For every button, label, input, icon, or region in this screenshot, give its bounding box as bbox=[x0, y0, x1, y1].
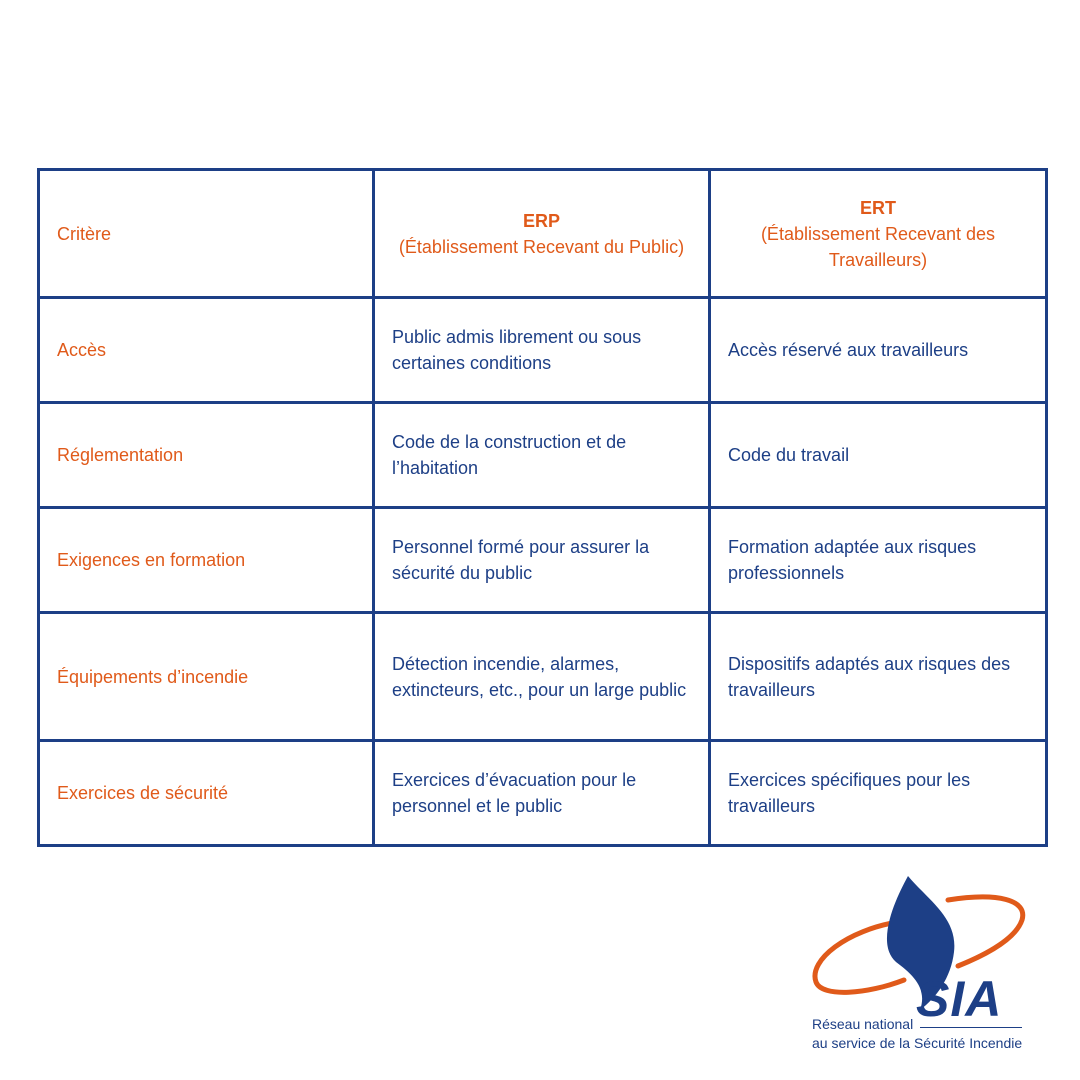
row-erp-value: Exercices d’évacuation pour le personnel et le public bbox=[374, 741, 710, 846]
sia-logo bbox=[808, 870, 1048, 1060]
row-ert-value: Exercices spécifiques pour les travailleurs bbox=[710, 741, 1047, 846]
header-ert-title: ERT bbox=[860, 197, 896, 218]
comparison-table bbox=[37, 168, 1048, 847]
table-row bbox=[39, 298, 1047, 403]
row-erp-value: Personnel formé pour assurer la sécurité du public bbox=[374, 508, 710, 613]
row-criterion: Exigences en formation bbox=[39, 508, 374, 613]
logo-tagline-line2: au service de la Sécurité Incendie bbox=[812, 1035, 1023, 1051]
header-ert-subtitle: (Établissement Recevant des Travailleurs) bbox=[760, 223, 996, 270]
row-erp-value: Détection incendie, alarmes, extincteurs, etc., pour un large public bbox=[374, 613, 710, 741]
logo-tagline-line1: Réseau national bbox=[812, 1016, 914, 1032]
row-erp-value: Public admis librement ou sous certaines conditions bbox=[374, 298, 710, 403]
header-erp bbox=[374, 170, 710, 298]
logo-divider bbox=[920, 1027, 1022, 1028]
table-row bbox=[39, 403, 1047, 508]
header-ert bbox=[710, 170, 1047, 298]
row-erp-value: Code de la construction et de l’habitation bbox=[374, 403, 710, 508]
table-row bbox=[39, 741, 1047, 846]
row-criterion: Accès bbox=[39, 298, 374, 403]
row-ert-value: Code du travail bbox=[710, 403, 1047, 508]
header-erp-title: ERP bbox=[522, 210, 560, 231]
logo-wordmark: SIA bbox=[916, 971, 1003, 1027]
table-row bbox=[39, 508, 1047, 613]
header-erp-subtitle: (Établissement Recevant du Public) bbox=[398, 236, 685, 257]
row-criterion: Équipements d’incendie bbox=[39, 613, 374, 741]
row-ert-value: Accès réservé aux travailleurs bbox=[710, 298, 1047, 403]
row-ert-value: Dispositifs adaptés aux risques des travailleurs bbox=[710, 613, 1047, 741]
table-row bbox=[39, 613, 1047, 741]
row-criterion: Exercices de sécurité bbox=[39, 741, 374, 846]
table-header-row bbox=[39, 170, 1047, 298]
row-criterion: Réglementation bbox=[39, 403, 374, 508]
header-criterion: Critère bbox=[39, 170, 374, 298]
row-ert-value: Formation adaptée aux risques professionnels bbox=[710, 508, 1047, 613]
